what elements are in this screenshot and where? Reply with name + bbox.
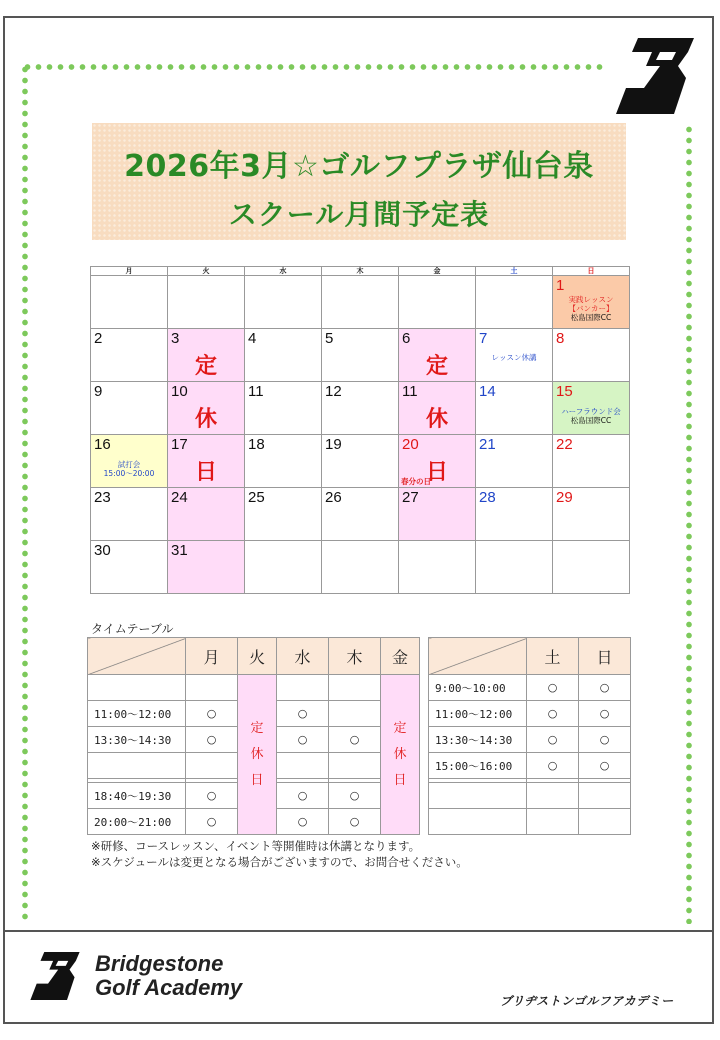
event-note: 試打会	[117, 460, 141, 469]
calendar-day-cell	[553, 435, 630, 488]
calendar-day-cell	[245, 541, 322, 594]
calendar-day-cell	[245, 382, 322, 435]
event-note: 15:00～20:00	[103, 469, 155, 478]
timetable-closed-tue	[238, 675, 277, 835]
timetable-time: 9:00～10:00	[429, 675, 527, 701]
timetable-slot-thu	[329, 701, 381, 727]
weekday-header: 木	[322, 267, 399, 276]
weekday-header: 日	[553, 267, 630, 276]
closed-day-label: 定	[425, 354, 448, 379]
calendar-week	[91, 488, 630, 541]
timetable-slot-mon: ○	[186, 783, 238, 809]
calendar-day-cell	[168, 541, 245, 594]
footer-divider	[3, 930, 714, 932]
calendar-day-cell	[322, 276, 399, 329]
timetable-time: 18:40～19:30	[88, 783, 186, 809]
day-number: 31	[171, 542, 188, 559]
page-subtitle: スクール月間予定表	[228, 198, 490, 231]
calendar-day-cell	[322, 488, 399, 541]
closed-day-label: 定	[194, 354, 217, 379]
closed-day-label: 日	[425, 460, 448, 485]
timetable-day-header: 金	[381, 638, 420, 675]
day-number: 2	[94, 330, 103, 347]
event-note: 松島国際CC	[570, 313, 612, 322]
timetable-slot-thu: ○	[329, 783, 381, 809]
timetable-slot-sat: ○	[527, 701, 579, 727]
timetable-slot-sun: ○	[579, 701, 631, 727]
calendar-day-cell	[91, 276, 168, 329]
calendar-day-cell	[476, 276, 553, 329]
calendar-day-cell	[476, 541, 553, 594]
timetable-slot-mon	[186, 753, 238, 779]
day-number: 12	[325, 383, 342, 400]
closed-day-label: 日	[194, 460, 217, 485]
day-number: 5	[325, 330, 334, 347]
brand-line1: Bridgestone	[95, 951, 224, 976]
day-number: 19	[325, 436, 342, 453]
timetable-row	[88, 675, 420, 701]
timetable-slot-sun	[579, 783, 631, 809]
timetable-slot-wed: ○	[277, 727, 329, 753]
timetable-day-header: 日	[579, 638, 631, 675]
day-number: 15	[556, 383, 573, 400]
calendar-day-cell	[322, 329, 399, 382]
timetable-slot-thu: ○	[329, 727, 381, 753]
calendar-week	[91, 382, 630, 435]
timetable-slot-sat	[527, 809, 579, 835]
timetable-slot-wed: ○	[277, 783, 329, 809]
closed-day-label: 休	[425, 407, 448, 432]
weekday-header: 金	[399, 267, 476, 276]
page-title: 2026年3月☆ゴルフプラザ仙台泉	[124, 149, 594, 184]
brand-line2: Golf Academy	[95, 975, 243, 1000]
event-note: 【バンカー】	[568, 304, 614, 313]
day-number: 11	[248, 383, 264, 400]
calendar-day-cell	[553, 541, 630, 594]
calendar-day-cell	[476, 329, 553, 382]
calendar-day-cell	[553, 382, 630, 435]
weekday-header: 水	[245, 267, 322, 276]
timetable-slot-wed	[277, 753, 329, 779]
timetable-day-header: 土	[527, 638, 579, 675]
timetable-slot-wed	[277, 675, 329, 701]
day-number: 28	[479, 489, 496, 506]
closed-char: 日	[393, 772, 407, 788]
closed-char: 休	[393, 746, 407, 762]
calendar-week	[91, 541, 630, 594]
event-note: 松島国際CC	[570, 416, 612, 425]
calendar-day-cell	[245, 329, 322, 382]
day-number: 6	[402, 330, 411, 347]
day-number: 26	[325, 489, 342, 506]
day-number: 22	[556, 436, 573, 453]
timetable-row	[429, 675, 631, 701]
day-number: 3	[171, 330, 180, 347]
timetable-slot-thu	[329, 753, 381, 779]
day-number: 16	[94, 436, 111, 453]
timetable-slot-sat: ○	[527, 753, 579, 779]
dotted-border-right	[686, 124, 692, 924]
closed-char: 休	[250, 746, 264, 762]
closed-char: 定	[250, 720, 264, 736]
calendar-day-cell	[245, 276, 322, 329]
event-note: レッスン休講	[491, 353, 537, 362]
timetable-slot-wed: ○	[277, 701, 329, 727]
event-note: ハーフラウンド会	[561, 407, 621, 416]
timetable-slot-wed: ○	[277, 809, 329, 835]
brand-name-jp: ブリヂストンゴルフアカデミー	[500, 994, 674, 1008]
day-number: 7	[479, 330, 488, 347]
timetable-label: タイムテーブル	[91, 622, 174, 636]
timetable-time: 15:00～16:00	[429, 753, 527, 779]
timetable-time: 11:00～12:00	[429, 701, 527, 727]
timetable-time: 13:30～14:30	[88, 727, 186, 753]
timetable-slot-mon: ○	[186, 809, 238, 835]
monthly-calendar	[90, 266, 630, 594]
weekday-timetable	[87, 637, 420, 835]
calendar-day-cell	[399, 276, 476, 329]
timetable-row	[429, 727, 631, 753]
timetable-corner	[429, 638, 527, 675]
timetable-slot-mon	[186, 675, 238, 701]
weekday-header: 土	[476, 267, 553, 276]
weekday-header: 月	[91, 267, 168, 276]
timetable-slot-sun	[579, 809, 631, 835]
calendar-day-cell	[322, 382, 399, 435]
calendar-day-cell	[322, 541, 399, 594]
calendar-day-cell	[476, 435, 553, 488]
day-number: 10	[171, 383, 188, 400]
timetable-day-header: 水	[277, 638, 329, 675]
timetable-slot-sat	[527, 783, 579, 809]
dotted-border-top	[22, 64, 607, 70]
calendar-day-cell	[245, 488, 322, 541]
calendar-day-cell	[399, 435, 476, 488]
day-number: 20	[402, 436, 419, 453]
timetable-slot-mon: ○	[186, 727, 238, 753]
day-number: 21	[479, 436, 496, 453]
notes-block	[91, 838, 468, 870]
note-line: ※研修、コースレッスン、イベント等開催時は休講となります。	[91, 839, 421, 853]
day-number: 1	[556, 277, 565, 294]
timetable-row	[429, 783, 631, 809]
calendar-week	[91, 329, 630, 382]
brand-name	[95, 952, 242, 1000]
note-line: ※スケジュールは変更となる場合がございますので、お問合せください。	[91, 855, 468, 869]
day-number: 24	[171, 489, 188, 506]
calendar-day-cell	[168, 435, 245, 488]
calendar-day-cell	[168, 382, 245, 435]
calendar-day-cell	[399, 382, 476, 435]
timetable-slot-sun: ○	[579, 675, 631, 701]
timetable-time	[88, 675, 186, 701]
calendar-day-cell	[91, 541, 168, 594]
calendar-day-cell	[168, 276, 245, 329]
weekend-timetable	[428, 637, 631, 835]
timetable-closed-fri	[381, 675, 420, 835]
calendar-day-cell	[553, 329, 630, 382]
title-banner	[92, 123, 626, 240]
closed-char: 定	[393, 720, 407, 736]
timetable-slot-thu	[329, 675, 381, 701]
timetable-row	[429, 809, 631, 835]
timetable-slot-sun: ○	[579, 727, 631, 753]
calendar-day-cell	[476, 488, 553, 541]
timetable-day-header: 木	[329, 638, 381, 675]
timetable-row	[429, 753, 631, 779]
timetable-slot-mon: ○	[186, 701, 238, 727]
calendar-day-cell	[399, 329, 476, 382]
calendar-day-cell	[322, 435, 399, 488]
timetable-time	[429, 809, 527, 835]
dotted-border-left	[22, 64, 28, 924]
closed-char: 日	[250, 772, 264, 788]
timetable-time	[429, 783, 527, 809]
calendar-day-cell	[553, 276, 630, 329]
calendar-day-cell	[91, 488, 168, 541]
timetable-slot-sat: ○	[527, 675, 579, 701]
timetable-time: 13:30～14:30	[429, 727, 527, 753]
calendar-day-cell	[399, 541, 476, 594]
timetable-slot-sat: ○	[527, 727, 579, 753]
calendar-day-cell	[476, 382, 553, 435]
day-number: 29	[556, 489, 573, 506]
calendar-day-cell	[168, 329, 245, 382]
day-number: 18	[248, 436, 265, 453]
timetable-time: 11:00～12:00	[88, 701, 186, 727]
day-number: 23	[94, 489, 111, 506]
calendar-week	[91, 276, 630, 329]
timetable-day-header: 月	[186, 638, 238, 675]
day-number: 4	[248, 330, 257, 347]
timetable-day-header: 火	[238, 638, 277, 675]
timetable-time: 20:00～21:00	[88, 809, 186, 835]
calendar-day-cell	[91, 329, 168, 382]
event-note: 実践レッスン	[568, 295, 614, 304]
calendar-day-cell	[553, 488, 630, 541]
day-number: 27	[402, 489, 419, 506]
day-number: 8	[556, 330, 565, 347]
bridgestone-golf-academy-logo-icon	[30, 952, 80, 1000]
timetable-slot-sun: ○	[579, 753, 631, 779]
timetable-row	[429, 701, 631, 727]
weekday-header: 火	[168, 267, 245, 276]
day-number: 30	[94, 542, 111, 559]
day-number: 17	[171, 436, 188, 453]
bridgestone-logo-icon	[616, 38, 694, 114]
timetable-time	[88, 753, 186, 779]
timetable-corner	[88, 638, 186, 675]
closed-day-label: 休	[194, 407, 217, 432]
calendar-day-cell	[399, 488, 476, 541]
timetable-slot-thu: ○	[329, 809, 381, 835]
calendar-day-cell	[245, 435, 322, 488]
calendar-week	[91, 435, 630, 488]
day-number: 25	[248, 489, 265, 506]
holiday-note: 春分の日	[401, 477, 431, 486]
calendar-day-cell	[91, 435, 168, 488]
calendar-day-cell	[91, 382, 168, 435]
day-number: 14	[479, 383, 496, 400]
day-number: 9	[94, 383, 103, 400]
calendar-day-cell	[168, 488, 245, 541]
day-number: 11	[402, 383, 418, 400]
